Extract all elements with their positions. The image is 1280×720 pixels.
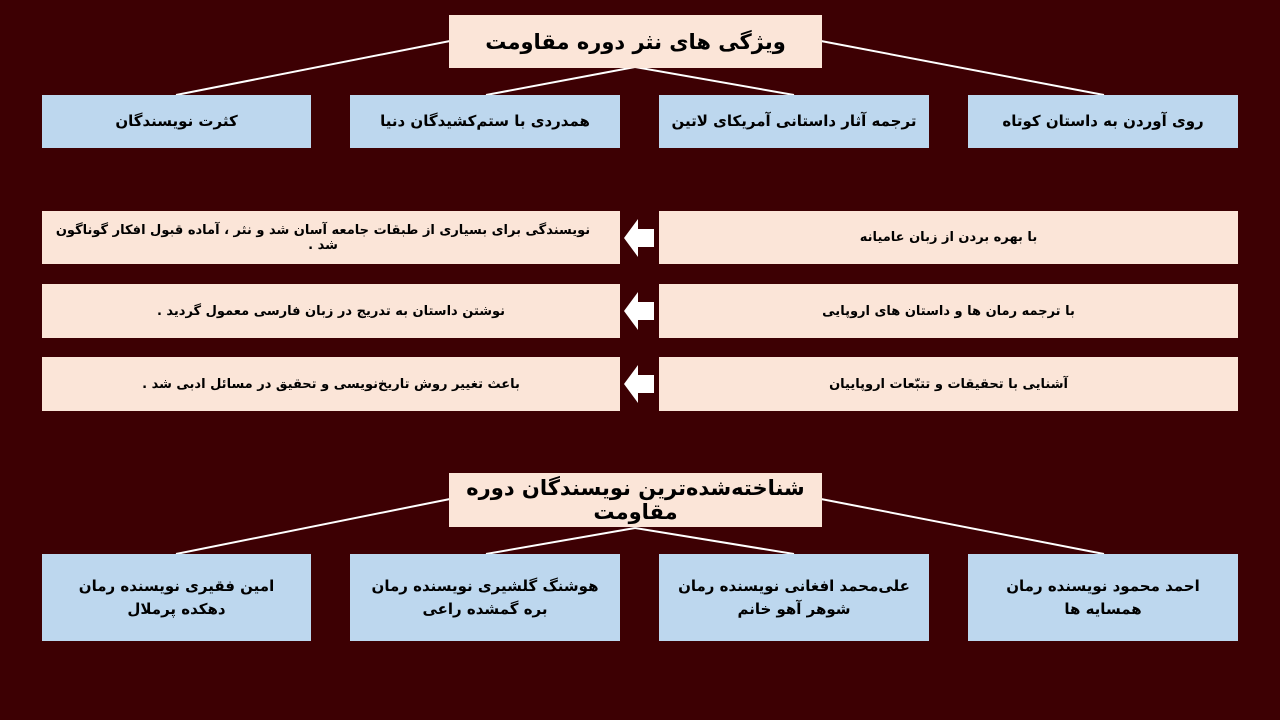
connector-line bbox=[635, 67, 794, 95]
left-arrow-icon bbox=[624, 365, 654, 403]
feature-box: کثرت نویسندگان bbox=[42, 95, 311, 148]
connector-line bbox=[176, 41, 450, 95]
author-line2: همسایه ها bbox=[1064, 599, 1142, 618]
author-line1: علی‌محمد افغانی نویسنده رمان bbox=[678, 576, 910, 595]
cause-box: آشنایی با تحقیقات و تتبّعات اروپاییان bbox=[659, 357, 1238, 411]
author-line2: بره گمشده راعی bbox=[422, 599, 548, 618]
author-line1: احمد محمود نویسنده رمان bbox=[1006, 576, 1200, 595]
connector-line bbox=[635, 528, 794, 554]
connector-line bbox=[821, 499, 1104, 554]
effect-box: نوشتن داستان به تدریج در زبان فارسی معمول گردید . bbox=[42, 284, 620, 338]
cause-box: با ترجمه رمان ها و داستان های اروپایی bbox=[659, 284, 1238, 338]
author-line1: امین فقیری نویسنده رمان bbox=[78, 576, 275, 595]
author-line2: دهکده پرملال bbox=[127, 599, 226, 618]
connector-line bbox=[176, 499, 450, 554]
author-line1: هوشنگ گلشیری نویسنده رمان bbox=[371, 576, 599, 595]
effect-box: باعث تغییر روش تاریخ‌نویسی و تحقیق در مسائل ادبی شد . bbox=[42, 357, 620, 411]
left-arrow-icon bbox=[624, 292, 654, 330]
section1-title: ویژگی های نثر دوره مقاومت bbox=[449, 15, 822, 68]
author-line2: شوهر آهو خانم bbox=[737, 599, 851, 618]
section3-title: شناخته‌شده‌ترین نویسندگان دوره مقاومت bbox=[449, 473, 822, 527]
cause-box: با بهره بردن از زبان عامیانه bbox=[659, 211, 1238, 264]
connector-line bbox=[486, 528, 635, 554]
feature-box: روی آوردن به داستان کوتاه bbox=[968, 95, 1238, 148]
author-box bbox=[350, 554, 620, 641]
connector-line bbox=[486, 67, 635, 95]
connector-line bbox=[821, 41, 1104, 95]
feature-box: همدردی با ستم‌کشیدگان دنیا bbox=[350, 95, 620, 148]
feature-box: ترجمه آثار داستانی آمریکای لاتین bbox=[659, 95, 929, 148]
author-box bbox=[659, 554, 929, 641]
left-arrow-icon bbox=[624, 219, 654, 257]
author-box bbox=[968, 554, 1238, 641]
effect-box: نویسندگی برای بسیاری از طبقات جامعه آسان شد و نثر ، آماده قبول افکار گوناگون شد . bbox=[42, 211, 620, 264]
author-box bbox=[42, 554, 311, 641]
